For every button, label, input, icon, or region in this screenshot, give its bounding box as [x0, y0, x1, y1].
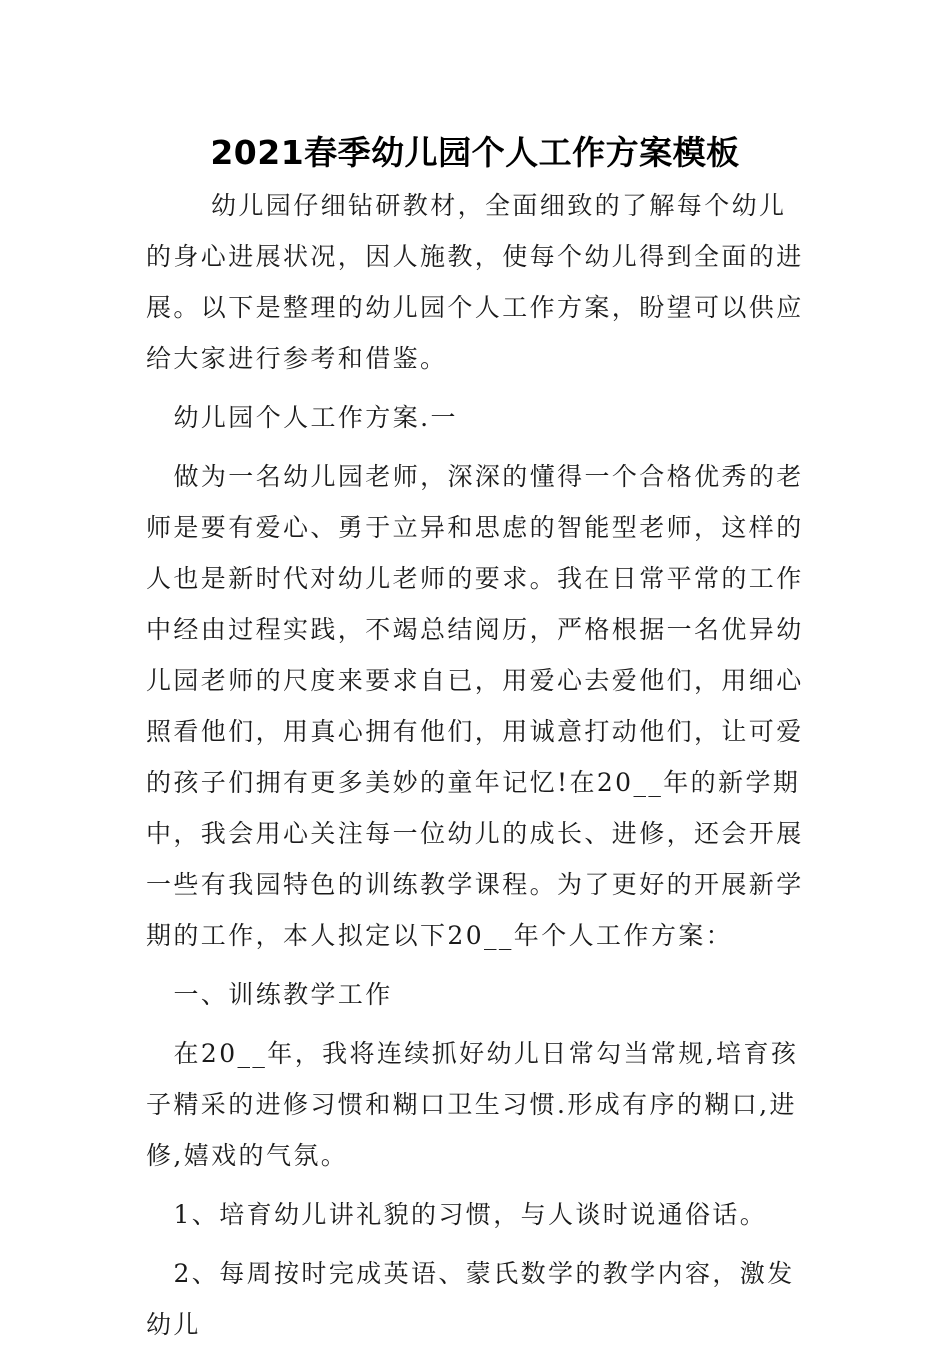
body-paragraph: 在20__年，我将连续抓好幼儿日常勾当常规,培育孩子精采的进修习惯和糊口卫生习惯.形成有序的糊口,进修,嬉戏的气氛。 [146, 1039, 799, 1170]
body-paragraph: 做为一名幼儿园老师，深深的懂得一个合格优秀的老师是要有爱心、勇于立异和思虑的智能型老师，这样的人也是新时代对幼儿老师的要求。我在日常平常的工作中经由过程实践，不竭总结阅历，严格根据一名优异幼儿园老师的尺度来要求自已，用爱心去爱他们，用细心照看他们，用真心拥有他们，用诚意打动他们，让可爱的孩子们拥有更多美妙的童年记忆!在20__年的新学期中，我会用心关注每一位幼儿的成长、进修，还会开展一些有我园特色的训练教学课程。为了更好的开展新学期的工作，本人拟定以下20__年个人工作方案： [146, 462, 804, 950]
section-heading-teaching-work: 一、训练教学工作 [173, 980, 393, 1009]
document-body [146, 180, 806, 1350]
list-item: 1、培育幼儿讲礼貌的习惯，与人谈时说通俗话。 [173, 1200, 768, 1229]
intro-paragraph: 幼儿园仔细钻研教材，全面细致的了解每个幼儿的身心进展状况，因人施教，使每个幼儿得到全面的进展。以下是整理的幼儿园个人工作方案，盼望可以供应给大家进行参考和借鉴。 [146, 191, 804, 373]
document-title: 2021春季幼儿园个人工作方案模板 [210, 133, 740, 172]
list-item: 2、每周按时完成英语、蒙氏数学的教学内容，激发幼儿 [146, 1259, 795, 1339]
section-heading-plan-one: 幼儿园个人工作方案.一 [173, 403, 458, 432]
